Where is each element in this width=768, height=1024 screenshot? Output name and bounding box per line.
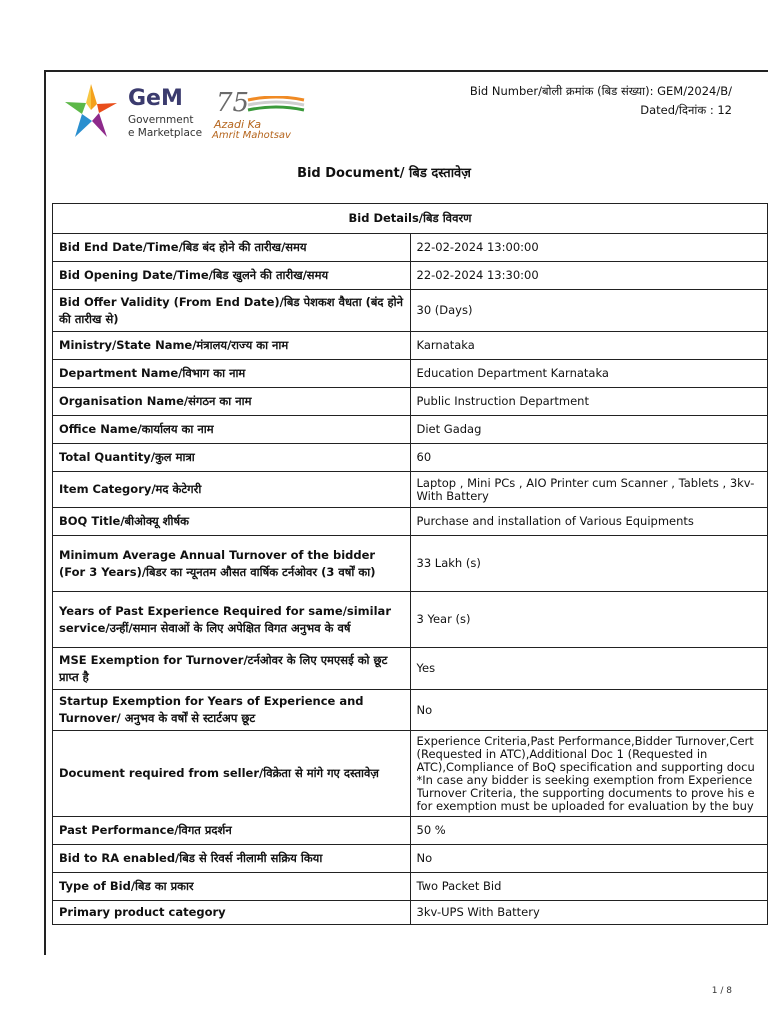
gem-subtitle-line2: e Marketplace (128, 127, 203, 139)
table-row (53, 901, 768, 925)
table-row (53, 290, 768, 332)
table-row (53, 648, 768, 690)
row-value-line: ATC),Compliance of BoQ specification and supporting docu (416, 760, 755, 774)
row-value-line: Laptop , Mini PCs , AIO Printer cum Scanner , Tablets , 3kv- (416, 476, 755, 490)
row-value: 30 (Days) (410, 290, 768, 332)
row-label: MSE Exemption for Turnover/टर्नओवर के लिए एमएसई को छूट प्राप्त है (53, 648, 411, 690)
row-value: Education Department Karnataka (410, 360, 768, 388)
gem-star-icon (62, 80, 120, 142)
row-value: Two Packet Bid (410, 873, 768, 901)
table-row (53, 360, 768, 388)
table-row (53, 873, 768, 901)
row-value: 60 (410, 444, 768, 472)
gem-subtitle-line1: Government (128, 114, 194, 126)
table-row (53, 817, 768, 845)
row-value: 3 Year (s) (410, 592, 768, 648)
row-label: Type of Bid/बिड का प्रकार (53, 873, 411, 901)
row-label: Bid to RA enabled/बिड से रिवर्स नीलामी सक्रिय किया (53, 845, 411, 873)
row-value: 22-02-2024 13:30:00 (410, 262, 768, 290)
section-header-row (53, 204, 768, 234)
row-value: 50 % (410, 817, 768, 845)
table-row (53, 234, 768, 262)
row-label: Item Category/मद केटेगरी (53, 472, 411, 508)
row-label: BOQ Title/बीओक्यू शीर्षक (53, 508, 411, 536)
row-value: 3kv-UPS With Battery (410, 901, 768, 925)
row-label: Past Performance/विगत प्रदर्शन (53, 817, 411, 845)
row-value-line: (Requested in ATC),Additional Doc 1 (Requested in (416, 747, 708, 761)
section-header: Bid Details/बिड विवरण (53, 204, 768, 234)
row-label: Bid Opening Date/Time/बिड खुलने की तारीख/समय (53, 262, 411, 290)
flag-stripes-icon (246, 96, 306, 112)
row-value (410, 472, 768, 508)
document-title: Bid Document/ बिड दस्तावेज़ (297, 166, 471, 181)
row-value (410, 731, 768, 817)
azadi-line2: Amrit Mahotsav (212, 130, 291, 141)
row-label: Years of Past Experience Required for same/similar service/उन्हीं/समान सेवाओं के लिए अपेक्षित विगत अनुभव के वर्ष (53, 592, 411, 648)
table-row (53, 592, 768, 648)
bid-header (470, 82, 732, 120)
bid-dated: Dated/दिनांक : 12 (640, 103, 732, 117)
row-value-line: With Battery (416, 489, 489, 503)
row-value: Karnataka (410, 332, 768, 360)
gem-wordmark: GeM (128, 86, 183, 111)
table-row (53, 416, 768, 444)
bid-details-table (52, 203, 768, 925)
page-number: 1 / 8 (711, 986, 732, 996)
row-value: Yes (410, 648, 768, 690)
row-label: Document required from seller/विक्रेता से मांगे गए दस्तावेज़ (53, 731, 411, 817)
bid-number: Bid Number/बोली क्रमांक (बिड संख्या): GEM/2024/B/ (469, 84, 732, 98)
row-label: Ministry/State Name/मंत्रालय/राज्य का नाम (53, 332, 411, 360)
row-label: Minimum Average Annual Turnover of the bidder (For 3 Years)/बिडर का न्यूनतम औसत वार्षिक टर्नओवर (3 वर्षों का) (53, 536, 411, 592)
azadi-line1: Azadi Ka (214, 118, 262, 131)
row-label: Bid Offer Validity (From End Date)/बिड पेशकश वैधता (बंद होने की तारीख से) (53, 290, 411, 332)
table-row (53, 536, 768, 592)
table-row (53, 731, 768, 817)
table-row (53, 332, 768, 360)
table-row (53, 508, 768, 536)
table-row (53, 690, 768, 731)
row-value: No (410, 845, 768, 873)
row-label: Office Name/कार्यालय का नाम (53, 416, 411, 444)
row-label: Organisation Name/संगठन का नाम (53, 388, 411, 416)
row-label: Total Quantity/कुल मात्रा (53, 444, 411, 472)
azadi-logo (212, 88, 322, 148)
table-row (53, 472, 768, 508)
row-value: Purchase and installation of Various Equipments (410, 508, 768, 536)
row-value-line: *In case any bidder is seeking exemption from Experience (416, 773, 753, 787)
row-value-line: Turnover Criteria, the supporting documents to prove his e (416, 786, 755, 800)
row-value-line: Experience Criteria,Past Performance,Bidder Turnover,Cert (416, 734, 754, 748)
table-row (53, 845, 768, 873)
row-value: 33 Lakh (s) (410, 536, 768, 592)
row-label: Primary product category (53, 901, 411, 925)
row-value: Diet Gadag (410, 416, 768, 444)
table-row (53, 262, 768, 290)
row-label: Department Name/विभाग का नाम (53, 360, 411, 388)
row-value: No (410, 690, 768, 731)
row-value: Public Instruction Department (410, 388, 768, 416)
gem-logo (62, 80, 322, 150)
row-value: 22-02-2024 13:00:00 (410, 234, 768, 262)
azadi-number: 75 (216, 88, 250, 118)
table-row (53, 388, 768, 416)
row-value-line: for exemption must be uploaded for evaluation by the buy (416, 799, 754, 813)
table-row (53, 444, 768, 472)
row-label: Startup Exemption for Years of Experience and Turnover/ अनुभव के वर्षों से स्टार्टअप छूट (53, 690, 411, 731)
row-label: Bid End Date/Time/बिड बंद होने की तारीख/समय (53, 234, 411, 262)
